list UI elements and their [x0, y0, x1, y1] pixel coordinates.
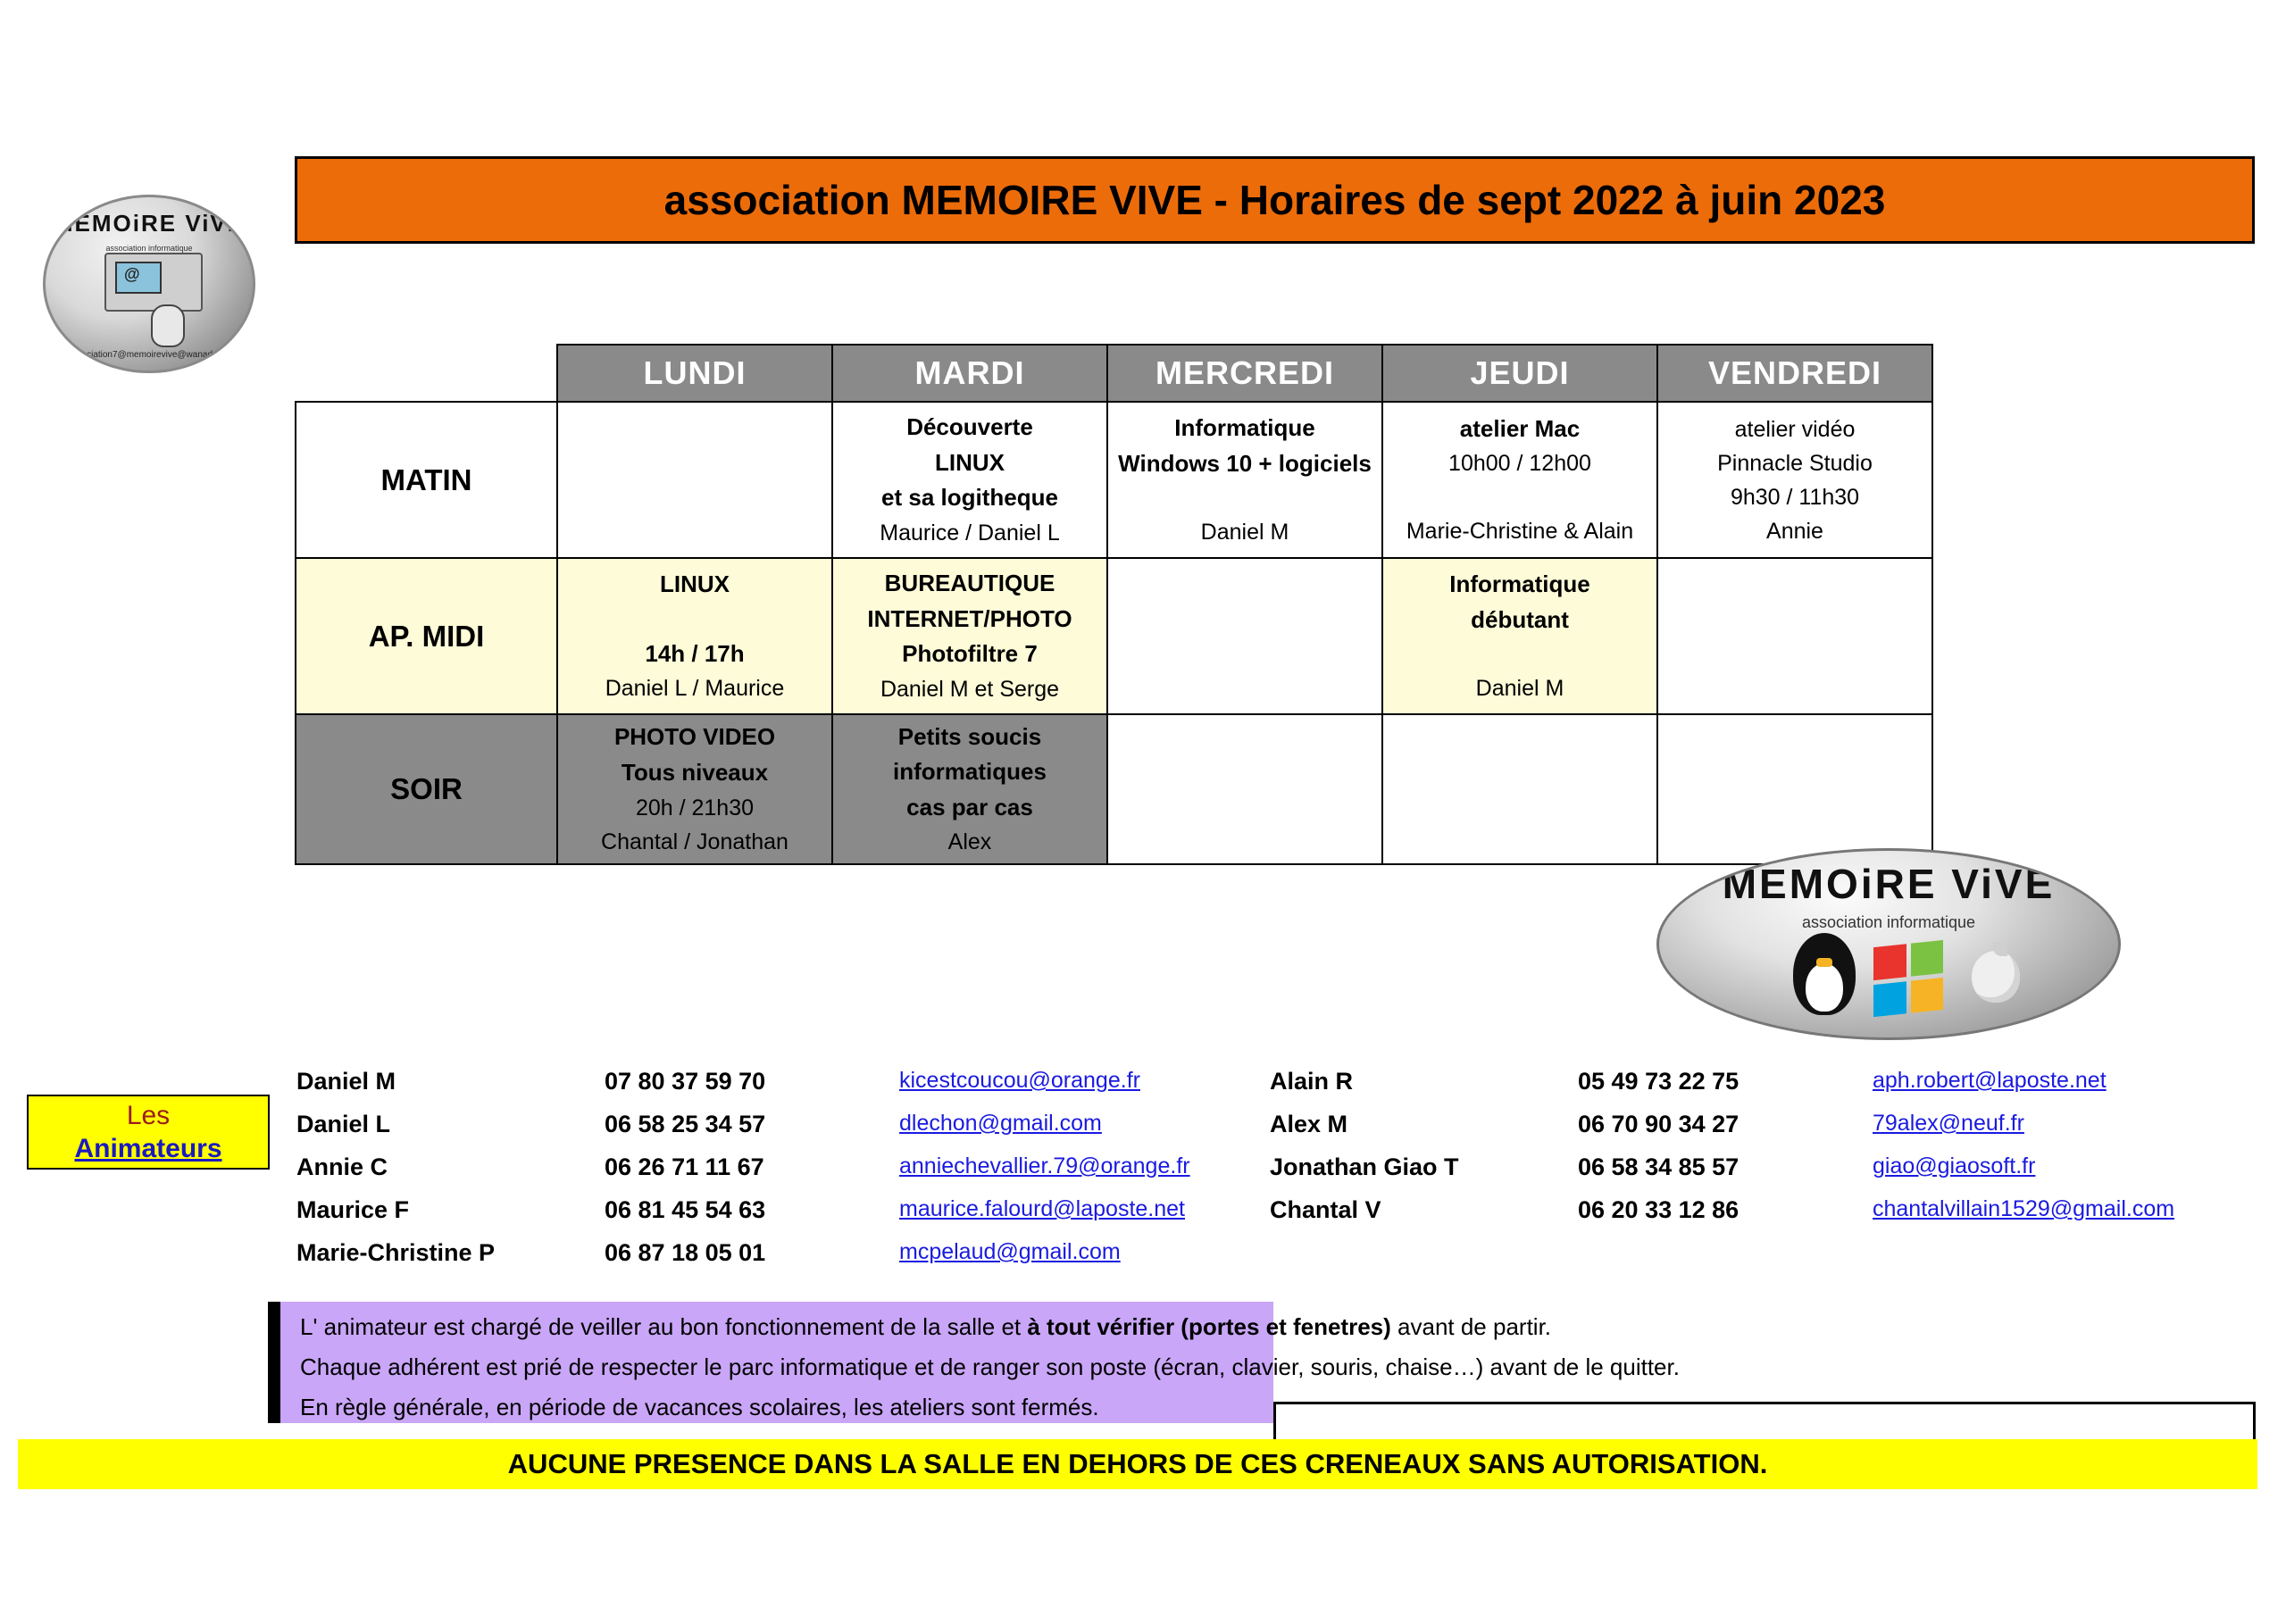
cell-animator: Annie — [1766, 518, 1823, 544]
cell-animator: Daniel M — [1200, 520, 1289, 545]
row-label-matin: MATIN — [296, 402, 557, 558]
cell-soir-mercredi — [1107, 714, 1382, 864]
cell-line: INTERNET/PHOTO — [867, 604, 1072, 632]
cell-matin-lundi — [557, 402, 832, 558]
contact-email[interactable]: aph.robert@laposte.net — [1873, 1068, 2107, 1093]
association-logo — [43, 195, 257, 382]
cell-animator: Chantal / Jonathan — [601, 829, 788, 854]
contact-name: Marie-Christine P — [296, 1239, 496, 1266]
contact-name: Daniel L — [296, 1111, 391, 1137]
cell-soir-jeudi — [1382, 714, 1657, 864]
contact-name: Alain R — [1270, 1068, 1354, 1095]
note-line-1-c: avant de partir. — [1390, 1313, 1552, 1340]
cell-time: 9h30 / 11h30 — [1730, 484, 1860, 510]
cell-line: Informatique — [1449, 570, 1590, 597]
contact-row — [296, 1153, 1270, 1196]
cell-line: Découverte — [906, 413, 1033, 441]
cell-line: LINUX — [660, 570, 730, 597]
table-row-matin — [296, 402, 1932, 558]
logo-circle — [43, 195, 255, 373]
contact-email[interactable]: chantalvillain1529@gmail.com — [1873, 1196, 2175, 1221]
cell-animator: Daniel M et Serge — [880, 676, 1060, 702]
contact-phone: 06 20 33 12 86 — [1578, 1196, 1740, 1223]
computer-icon — [104, 253, 203, 312]
cell-line: Photofiltre 7 — [902, 640, 1038, 668]
contact-email[interactable]: mcpelaud@gmail.com — [899, 1239, 1121, 1264]
cell-line: LINUX — [935, 448, 1005, 476]
cell-matin-mardi — [832, 402, 1107, 558]
cell-animator: Maurice / Daniel L — [880, 520, 1060, 545]
page-title-text: association MEMOIRE VIVE - Horaires de sept 2022 à juin 2023 — [663, 177, 1886, 223]
contact-row — [296, 1196, 1270, 1239]
contact-row — [296, 1239, 1270, 1282]
day-header-jeudi: JEUDI — [1382, 345, 1657, 402]
note-line-2: Chaque adhérent est prié de respecter le parc informatique et de ranger son poste (écran, clavier, souris, chaise…) avant de le quitter. — [300, 1353, 1680, 1380]
schedule-table — [295, 344, 1931, 865]
warning-banner-text: AUCUNE PRESENCE DANS LA SALLE EN DEHORS DE CES CRENEAUX SANS AUTORISATION. — [507, 1448, 1768, 1479]
note-line-1-bold: à tout vérifier (portes et fenetres) — [1027, 1313, 1391, 1340]
contact-phone: 06 26 71 11 67 — [605, 1153, 764, 1180]
cell-line: Informatique — [1174, 413, 1315, 441]
row-label-apmidi: AP. MIDI — [296, 558, 557, 714]
cell-line: Tous niveaux — [621, 759, 769, 786]
cell-line: Petits soucis — [897, 722, 1042, 750]
day-header-mardi: MARDI — [832, 345, 1107, 402]
logo-footer-text: association7@memoirevive@wanadoo.fr — [67, 350, 231, 360]
cell-line: débutant — [1471, 605, 1569, 633]
cell-matin-mercredi — [1107, 402, 1382, 558]
animators-column-right — [1270, 1068, 2243, 1239]
cell-matin-jeudi — [1382, 402, 1657, 558]
day-header-lundi: LUNDI — [557, 345, 832, 402]
contact-email[interactable]: anniechevallier.79@orange.fr — [899, 1153, 1190, 1178]
day-header-mercredi: MERCREDI — [1107, 345, 1382, 402]
cell-soir-mardi — [832, 714, 1107, 864]
day-header-vendredi: VENDREDI — [1657, 345, 1932, 402]
cell-soir-lundi — [557, 714, 832, 864]
cell-line: informatiques — [893, 758, 1047, 786]
animators-contacts — [296, 1068, 2261, 1282]
note-line-3: En règle générale, en période de vacances scolaires, les ateliers sont fermés. — [300, 1393, 1099, 1420]
cell-animator: Alex — [947, 829, 992, 855]
cell-apmidi-mercredi — [1107, 558, 1382, 714]
notes-text — [300, 1307, 2247, 1428]
contact-name: Daniel M — [296, 1068, 396, 1095]
cell-animator: Daniel L / Maurice — [605, 676, 785, 702]
cell-animator: Daniel M — [1475, 676, 1564, 702]
cell-animator: Marie-Christine & Alain — [1406, 519, 1634, 545]
contact-name: Annie C — [296, 1153, 388, 1180]
contact-name: Maurice F — [296, 1196, 410, 1223]
linux-penguin-icon — [1793, 933, 1856, 1015]
watermark-logo — [1656, 848, 2121, 1040]
table-header-row — [296, 345, 1932, 402]
table-row-soir — [296, 714, 1932, 864]
animators-column-left — [296, 1068, 1270, 1282]
contact-email[interactable]: kicestcoucou@orange.fr — [899, 1068, 1140, 1093]
contact-row — [1270, 1111, 2243, 1153]
mouse-icon — [151, 304, 185, 347]
contact-phone: 06 81 45 54 63 — [605, 1196, 766, 1223]
animators-badge-line1: Les — [126, 1100, 171, 1130]
warning-banner — [18, 1439, 2257, 1489]
cell-line: atelier vidéo — [1734, 416, 1856, 442]
cell-line: cas par cas — [906, 793, 1033, 820]
animators-badge-line2: Animateurs — [74, 1134, 222, 1163]
apple-logo-icon — [1972, 951, 2020, 1003]
animators-badge — [27, 1095, 270, 1170]
cell-apmidi-mardi — [832, 558, 1107, 714]
contact-row — [296, 1111, 1270, 1153]
at-sign-icon: @ — [124, 265, 140, 283]
cell-line: Pinnacle Studio — [1717, 450, 1873, 476]
penguin-beak-icon — [1816, 958, 1832, 967]
contact-phone: 07 80 37 59 70 — [605, 1068, 766, 1095]
contact-row — [1270, 1196, 2243, 1239]
cell-matin-vendredi — [1657, 402, 1932, 558]
watermark-logo-name: MEMOiRE ViVE — [1722, 861, 2056, 907]
corner-cell — [296, 345, 557, 402]
contact-phone: 06 87 18 05 01 — [605, 1239, 766, 1266]
contact-phone: 06 70 90 34 27 — [1578, 1111, 1740, 1137]
contact-email[interactable]: maurice.falourd@laposte.net — [899, 1196, 1185, 1221]
cell-apmidi-lundi — [557, 558, 832, 714]
cell-line: atelier Mac — [1459, 414, 1581, 442]
contact-phone: 05 49 73 22 75 — [1578, 1068, 1740, 1095]
table-row-apmidi — [296, 558, 1932, 714]
contact-email[interactable]: giao@giaosoft.fr — [1873, 1153, 2036, 1178]
contact-name: Jonathan Giao T — [1270, 1153, 1459, 1180]
logo-name: MEMOiRE ViVE — [53, 210, 246, 237]
cell-apmidi-jeudi — [1382, 558, 1657, 714]
contact-email[interactable]: dlechon@gmail.com — [899, 1111, 1102, 1136]
row-label-soir: SOIR — [296, 714, 557, 864]
watermark-logo-subtitle: association informatique — [1801, 913, 1976, 931]
contact-email[interactable]: 79alex@neuf.fr — [1873, 1111, 2024, 1136]
cell-time: 10h00 / 12h00 — [1448, 451, 1591, 477]
windows-logo-icon — [1873, 940, 1943, 1017]
cell-apmidi-vendredi — [1657, 558, 1932, 714]
contact-row — [1270, 1068, 2243, 1111]
logo-subtitle: association informatique — [105, 244, 193, 253]
cell-line: Windows 10 + logiciels — [1118, 449, 1372, 477]
contact-name: Alex M — [1270, 1111, 1348, 1137]
contact-name: Chantal V — [1270, 1196, 1381, 1223]
cell-soir-vendredi — [1657, 714, 1932, 864]
cell-time: 20h / 21h30 — [635, 795, 755, 820]
contact-row — [296, 1068, 1270, 1111]
page-title — [295, 156, 2255, 244]
note-line-1-a: L' animateur est chargé de veiller au bon fonctionnement de la salle et — [300, 1313, 1028, 1340]
contact-row — [1270, 1153, 2243, 1196]
note-line-1 — [300, 1307, 2247, 1347]
contact-phone: 06 58 34 85 57 — [1578, 1153, 1740, 1180]
cell-line: BUREAUTIQUE — [884, 570, 1055, 597]
cell-time: 14h / 17h — [645, 639, 745, 667]
cell-line: et sa logitheque — [881, 484, 1058, 512]
cell-line: PHOTO VIDEO — [613, 723, 776, 751]
contact-phone: 06 58 25 34 57 — [605, 1111, 766, 1137]
